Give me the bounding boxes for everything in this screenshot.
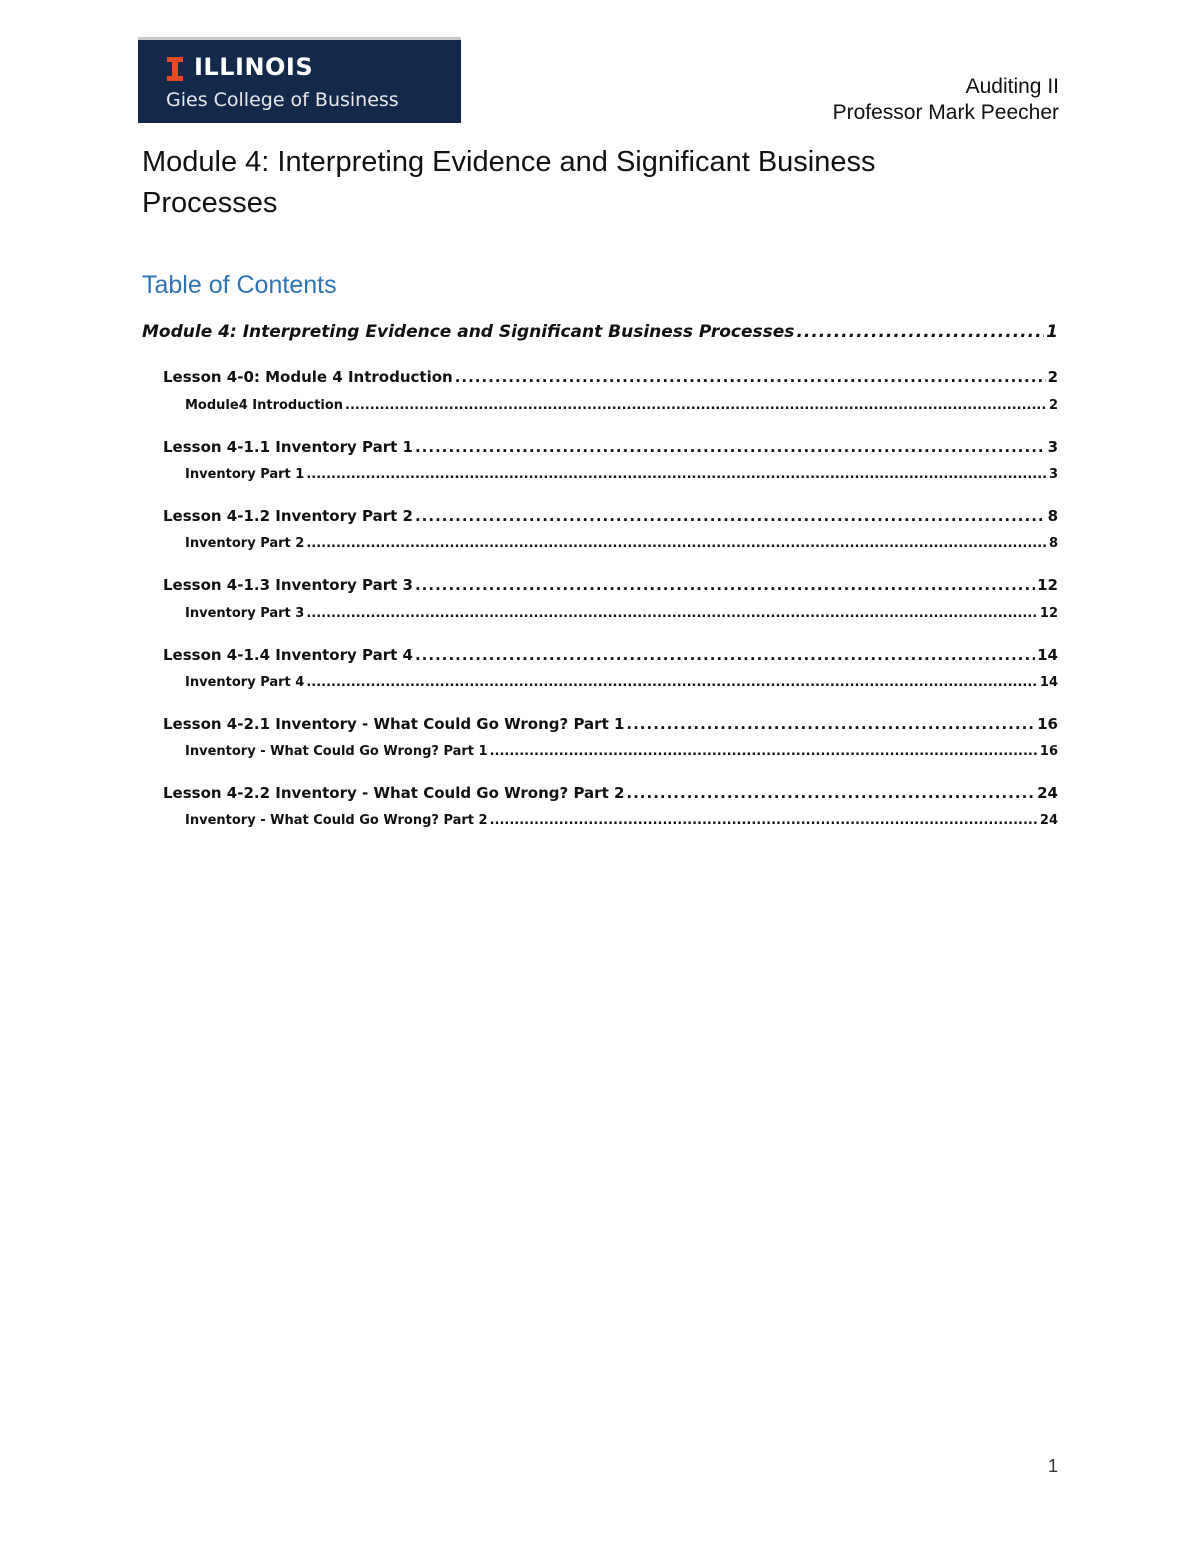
toc-entry-label: Inventory Part 1 — [185, 467, 305, 482]
toc-entry[interactable] — [185, 536, 1058, 551]
toc-entry-page: 1 — [1046, 322, 1058, 342]
toc-leader-dots — [306, 536, 1047, 551]
toc-entry-page: 8 — [1047, 507, 1058, 525]
toc-entry[interactable] — [185, 467, 1058, 482]
toc-entry[interactable] — [185, 744, 1058, 759]
toc-entry-page: 12 — [1037, 576, 1058, 594]
toc-entry[interactable] — [163, 438, 1058, 456]
toc-entry-label: Lesson 4-0: Module 4 Introduction — [163, 368, 453, 386]
logo-university-name: ILLINOIS — [194, 53, 314, 81]
toc-entry-label: Inventory - What Could Go Wrong? Part 1 — [185, 744, 488, 759]
toc-leader-dots — [415, 576, 1035, 594]
toc-entry-label: Inventory - What Could Go Wrong? Part 2 — [185, 813, 488, 828]
course-header — [833, 74, 1059, 126]
toc-leader-dots — [415, 438, 1046, 456]
instructor-name: Professor Mark Peecher — [832, 101, 1059, 124]
toc-entry[interactable] — [185, 675, 1058, 690]
toc-entry[interactable] — [163, 507, 1058, 525]
toc-heading: Table of Contents — [142, 271, 337, 299]
toc-entry[interactable] — [163, 576, 1058, 594]
toc-entry[interactable] — [163, 368, 1058, 386]
toc-entry-page: 8 — [1048, 536, 1058, 551]
toc-entry-label: Lesson 4-1.2 Inventory Part 2 — [163, 507, 413, 525]
toc-leader-dots — [306, 606, 1038, 621]
toc-entry[interactable] — [163, 646, 1058, 664]
toc-entry-label: Lesson 4-2.1 Inventory - What Could Go Wrong? Part 1 — [163, 715, 625, 733]
toc-entry-label: Inventory Part 2 — [185, 536, 305, 551]
toc-entry-label: Lesson 4-2.2 Inventory - What Could Go Wrong? Part 2 — [163, 784, 625, 802]
toc-leader-dots — [345, 398, 1047, 413]
toc-leader-dots — [306, 675, 1038, 690]
toc-leader-dots — [490, 744, 1038, 759]
toc-entry-page: 3 — [1048, 467, 1058, 482]
toc-entry-page: 12 — [1039, 606, 1058, 621]
toc-entry-page: 3 — [1047, 438, 1058, 456]
toc-entry[interactable] — [142, 322, 1058, 342]
toc-leader-dots — [626, 715, 1035, 733]
toc-entry-page: 14 — [1037, 646, 1058, 664]
toc-entry[interactable] — [185, 606, 1058, 621]
toc-entry-label: Lesson 4-1.4 Inventory Part 4 — [163, 646, 413, 664]
toc-entry-page: 24 — [1039, 813, 1058, 828]
logo-college-name: Gies College of Business — [166, 89, 399, 111]
toc-entry-label: Lesson 4-1.3 Inventory Part 3 — [163, 576, 413, 594]
toc-entry-label: Module4 Introduction — [185, 398, 344, 413]
toc-entry-label: Lesson 4-1.1 Inventory Part 1 — [163, 438, 413, 456]
toc-entry-page: 2 — [1047, 368, 1058, 386]
toc-leader-dots — [796, 322, 1044, 342]
toc-leader-dots — [626, 784, 1035, 802]
toc-entry-label: Module 4: Interpreting Evidence and Significant Business Processes — [142, 322, 795, 342]
toc-entry[interactable] — [163, 715, 1058, 733]
toc-leader-dots — [490, 813, 1038, 828]
toc-entry-label: Inventory Part 4 — [185, 675, 305, 690]
toc-entry[interactable] — [185, 813, 1058, 828]
toc-entry[interactable] — [163, 784, 1058, 802]
course-name: Auditing II — [965, 75, 1059, 98]
toc-entry[interactable] — [185, 398, 1058, 413]
toc-entry-page: 2 — [1048, 398, 1058, 413]
toc-entry-page: 14 — [1039, 675, 1058, 690]
toc-leader-dots — [415, 507, 1046, 525]
page-number: 1 — [1047, 1456, 1058, 1476]
toc-leader-dots — [415, 646, 1035, 664]
toc-leader-dots — [455, 368, 1046, 386]
toc-leader-dots — [306, 467, 1047, 482]
toc-entry-page: 16 — [1039, 744, 1058, 759]
toc-entry-label: Inventory Part 3 — [185, 606, 305, 621]
gies-logo — [138, 37, 461, 123]
document-title: Module 4: Interpreting Evidence and Significant Business Processes — [142, 146, 876, 219]
toc-entry-page: 24 — [1037, 784, 1058, 802]
illinois-block-i-icon — [167, 57, 183, 81]
toc-entry-page: 16 — [1037, 715, 1058, 733]
